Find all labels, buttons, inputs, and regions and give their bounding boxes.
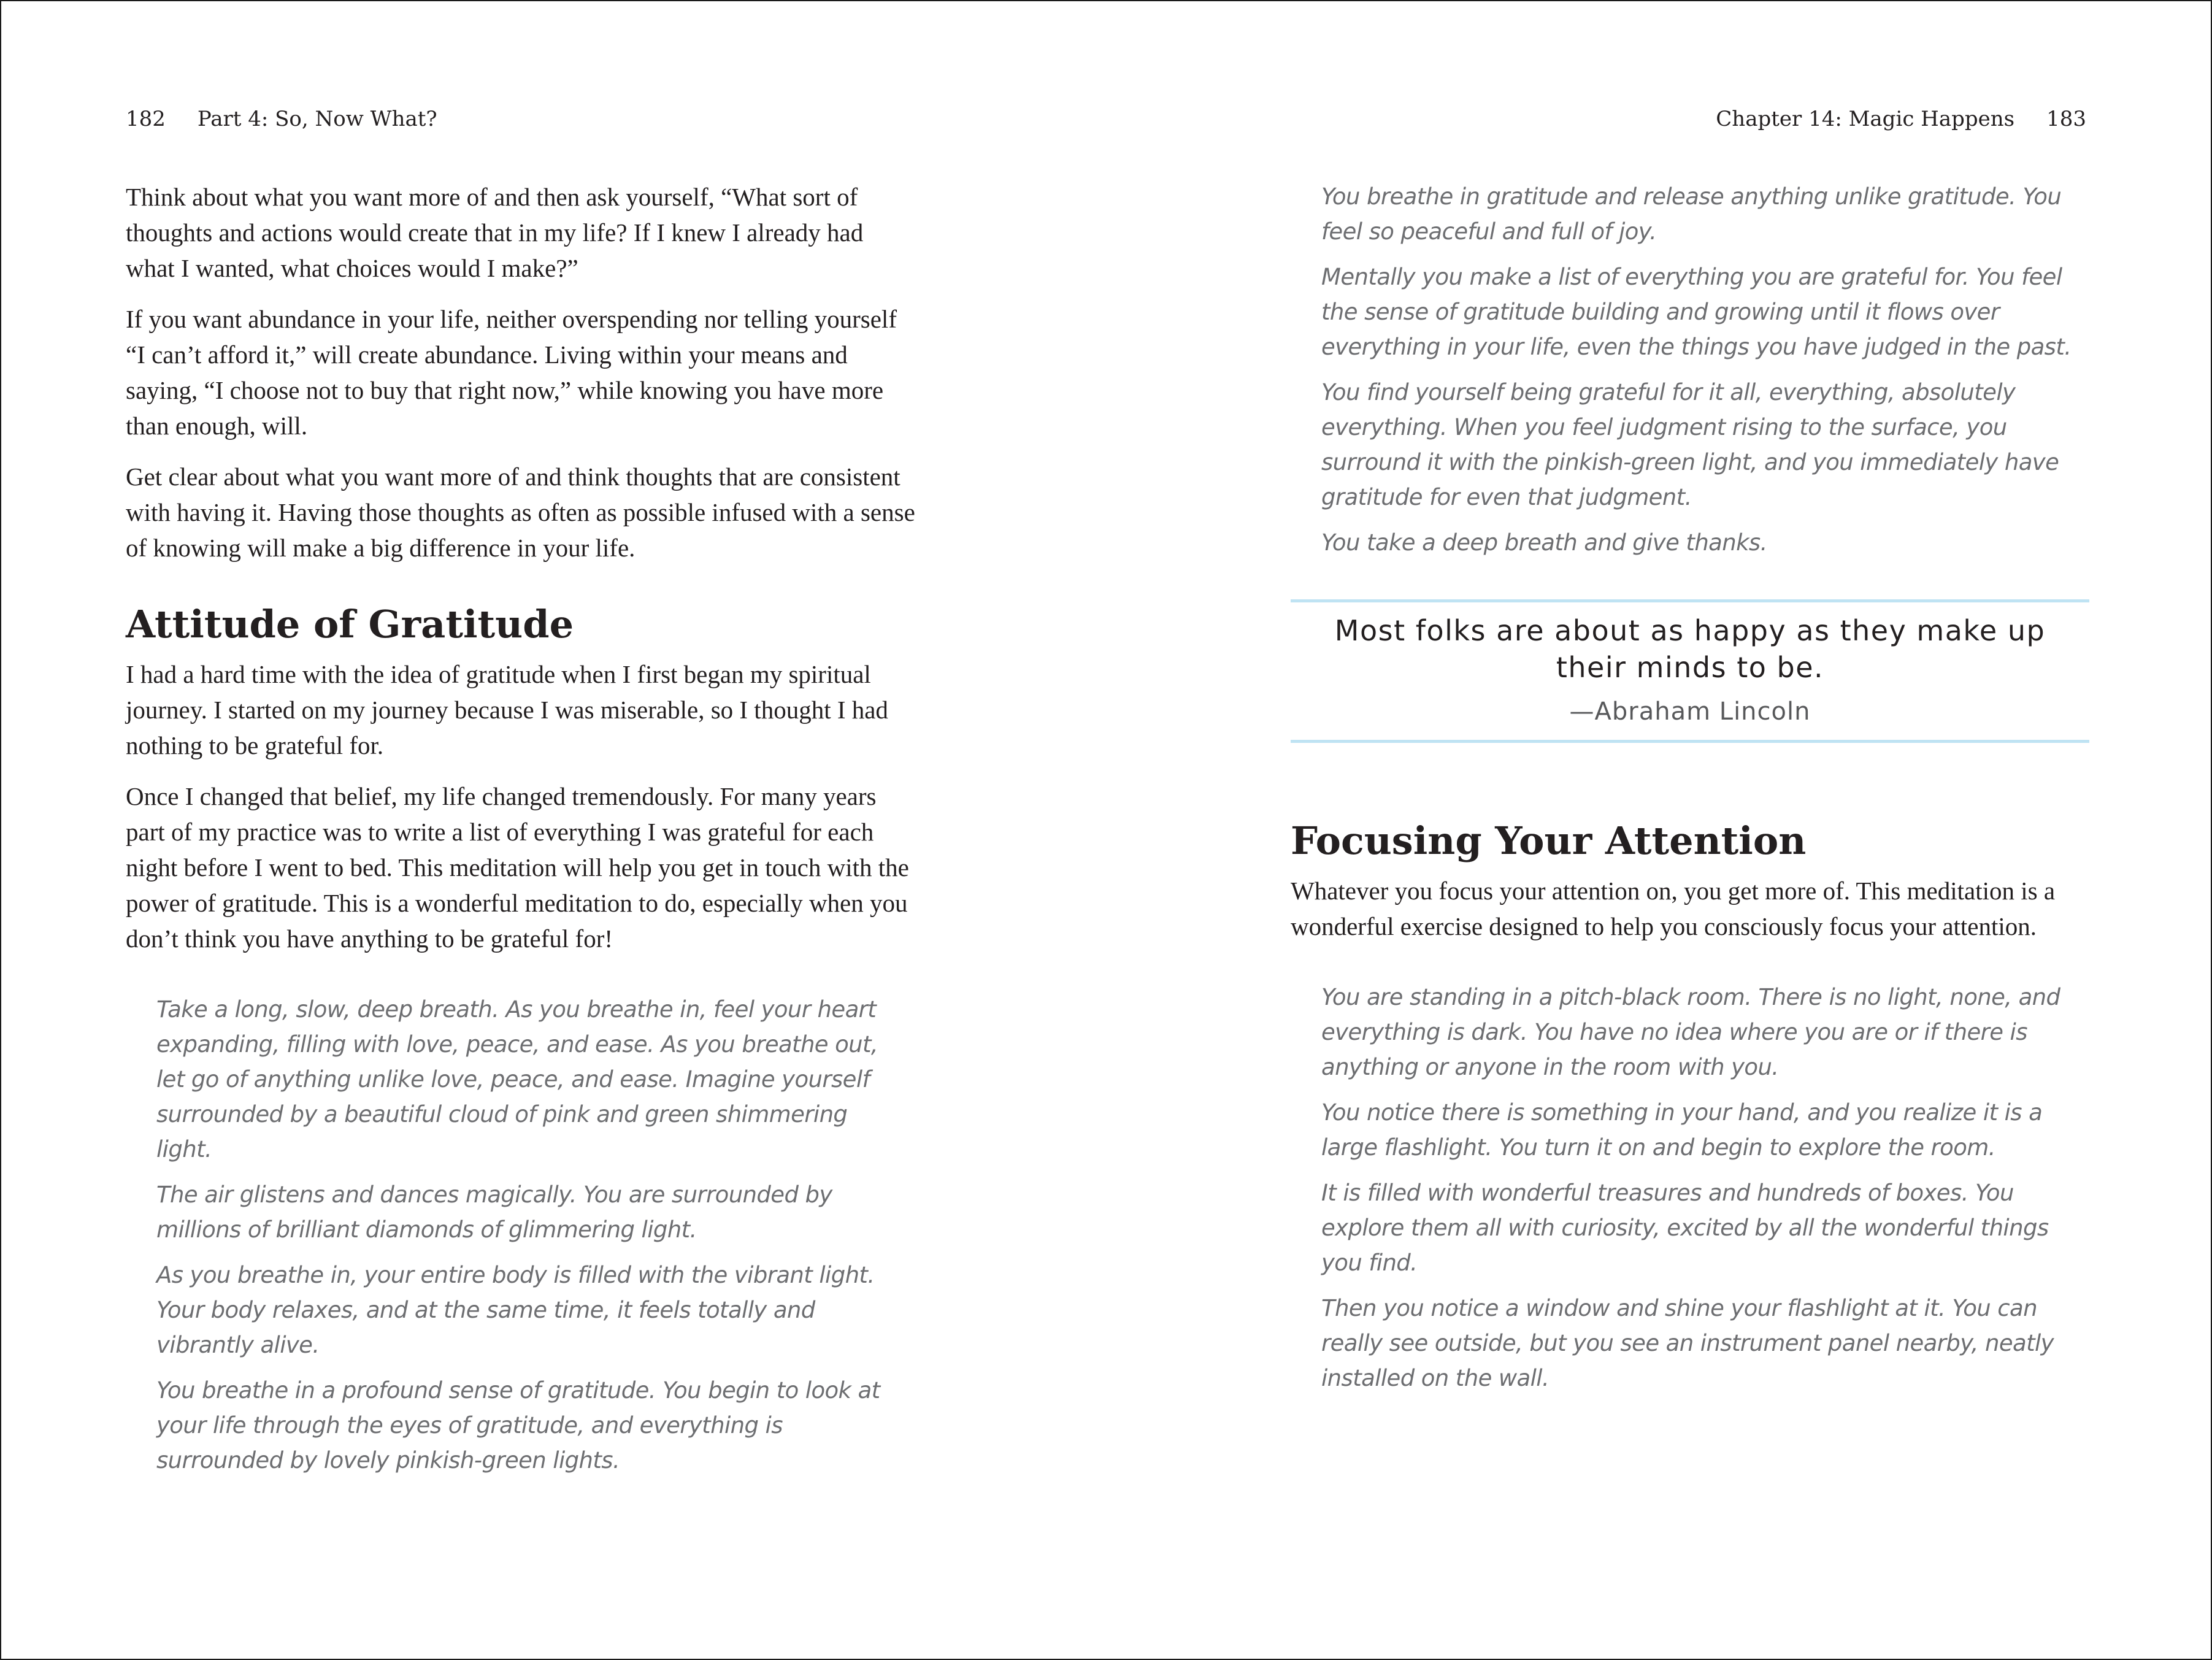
section-heading-attitude-of-gratitude: Attitude of Gratitude: [126, 602, 574, 647]
meditation-paragraph: You notice there is something in your hand, and you realize it is a large flashlight. You turn it on and begin to explore the room.: [1321, 1099, 2043, 1161]
meditation-paragraph: You are standing in a pitch-black room. There is no light, none, and everything is dark. You have no idea where you are or if there is anything or anyone in the room with you.: [1321, 984, 2060, 1080]
meditation-paragraph: The air glistens and dances magically. You are surrounded by millions of brilliant diamonds of glimmering light.: [156, 1182, 832, 1243]
body-paragraph: If you want abundance in your life, neither overspending nor telling yourself “I can’t afford it,” will create abundance. Living within your means and saying, “I choose not to buy that right now,” while knowing you have more than enough, will.: [126, 305, 897, 440]
left-running-head: [126, 107, 437, 131]
meditation-paragraph: It is filled with wonderful treasures and hundreds of boxes. You explore them all with curiosity, excited by all the wonderful things you find.: [1321, 1180, 2049, 1276]
quote-attribution: —Abraham Lincoln: [1569, 697, 1811, 726]
meditation-paragraph: You breathe in gratitude and release anything unlike gratitude. You feel so peaceful and full of joy.: [1321, 183, 2062, 245]
body-paragraph: Whatever you focus your attention on, you get more of. This meditation is a wonderful exercise designed to help you consciously focus your attention.: [1291, 877, 2056, 940]
meditation-paragraph: You take a deep breath and give thanks.: [1321, 529, 1767, 556]
right-running-head: [1716, 107, 2086, 131]
left-running-title: Part 4: So, Now What?: [197, 107, 437, 131]
meditation-paragraph: Take a long, slow, deep breath. As you breathe in, feel your heart expanding, filling with love, peace, and ease. As you breathe out, let go of anything unlike love, peace, and ease. Imagine yourself surrounded by a beautiful cloud of pink and green shimmering light.: [156, 996, 878, 1162]
left-page-number: 182: [126, 107, 166, 131]
right-running-title: Chapter 14: Magic Happens: [1716, 107, 2015, 131]
body-paragraph: Get clear about what you want more of and think thoughts that are consistent with having it. Having those thoughts as often as possible infused with a sense of knowing will make a big difference in your life.: [126, 463, 915, 562]
focus-meditation: [1321, 980, 2088, 1396]
meditation-paragraph: Then you notice a window and shine your flashlight at it. You can really see outside, but you see an instrument panel nearby, neatly installed on the wall.: [1321, 1295, 2054, 1391]
pull-quote: [1291, 599, 2089, 743]
right-page: [1105, 1, 2211, 1659]
left-page: [1, 1, 1105, 1659]
meditation-paragraph: You breathe in a profound sense of gratitude. You begin to look at your life through the eyes of gratitude, and everything is surrounded by lovely pinkish-green lights.: [156, 1377, 880, 1474]
meditation-paragraph: You find yourself being grateful for it all, everything, absolutely everything. When you feel judgment rising to the surface, you surround it with the pinkish-green light, and you immediately have gratitude for even that judgment.: [1321, 379, 2059, 510]
gratitude-meditation-continued: [1321, 179, 2088, 560]
right-page-number: 183: [2046, 107, 2086, 131]
quote-text: Most folks are about as happy as they make up their minds to be.: [1334, 614, 2046, 684]
left-text-column: [126, 179, 917, 1488]
meditation-paragraph: Mentally you make a list of everything you are grateful for. You feel the sense of gratitude building and growing until it flows over everything in your life, even the things you have judged in the past.: [1321, 264, 2072, 360]
gratitude-meditation: [156, 992, 905, 1478]
body-paragraph: I had a hard time with the idea of gratitude when I first began my spiritual journey. I started on my journey because I was miserable, so I thought I had nothing to be grateful for.: [126, 660, 888, 759]
right-text-column: [1291, 179, 2089, 1406]
meditation-paragraph: As you breathe in, your entire body is filled with the vibrant light. Your body relaxes, and at the same time, it feels totally and vibrantly alive.: [156, 1262, 875, 1358]
body-paragraph: Once I changed that belief, my life changed tremendously. For many years part of my practice was to write a list of everything I was grateful for each night before I went to bed. This meditation will help you get in touch with the power of gratitude. This is a wonderful meditation to do, especially when you don’t think you have anything to be grateful for!: [126, 782, 909, 953]
section-heading-focusing-your-attention: Focusing Your Attention: [1291, 818, 1807, 863]
body-paragraph: Think about what you want more of and then ask yourself, “What sort of thoughts and actions would create that in my life? If I knew I already had what I wanted, what choices would I make?”: [126, 183, 864, 282]
